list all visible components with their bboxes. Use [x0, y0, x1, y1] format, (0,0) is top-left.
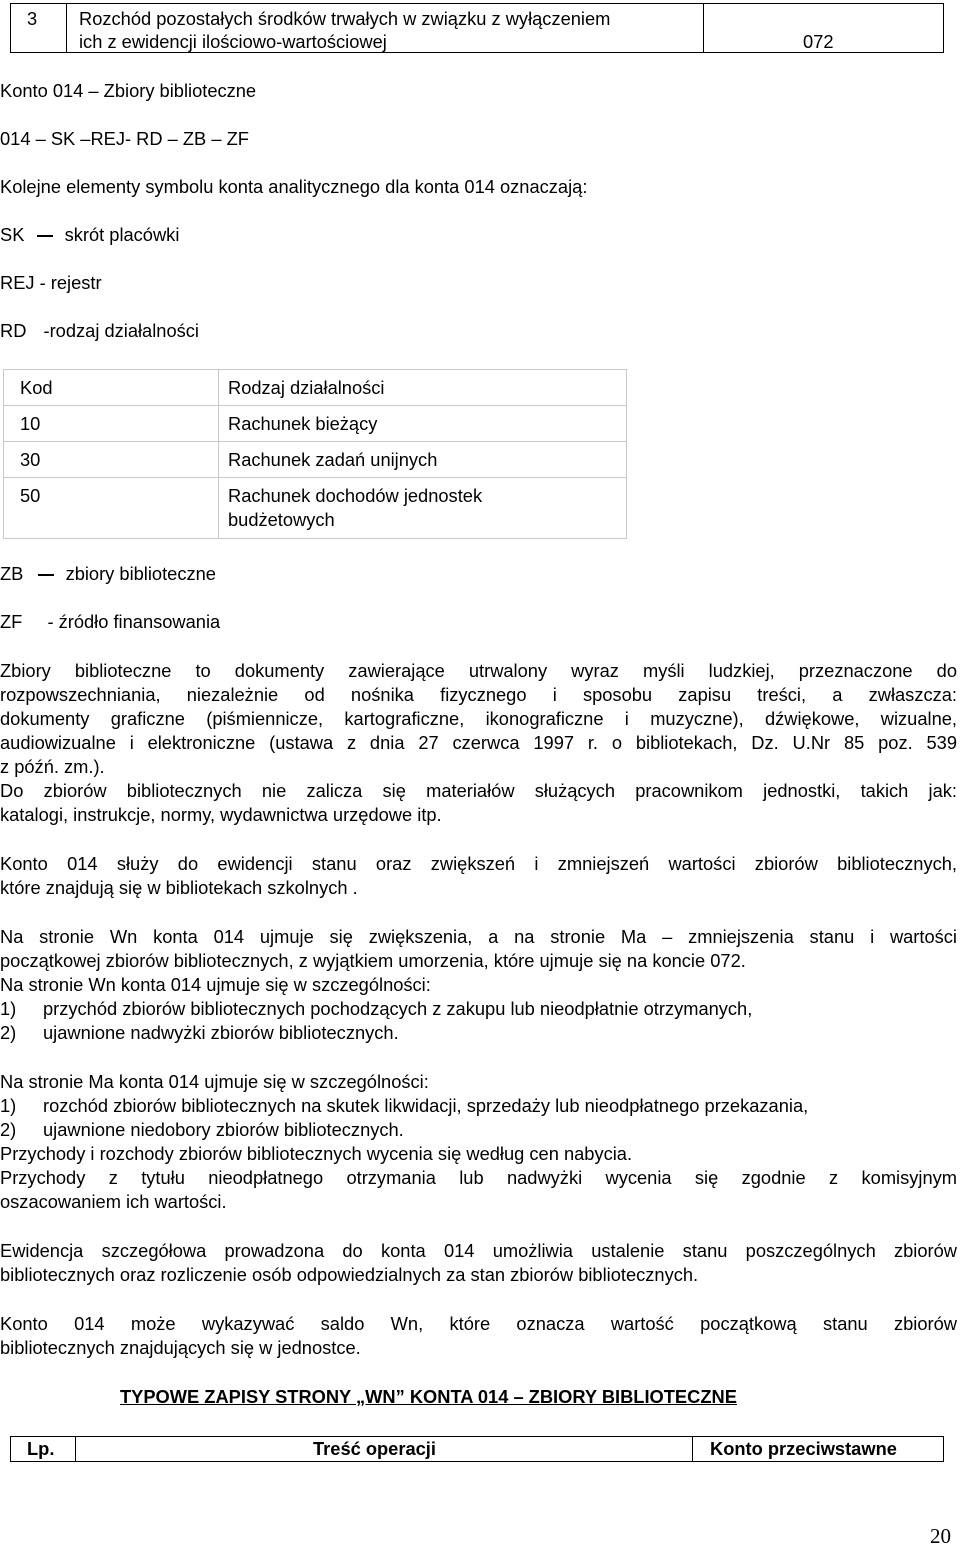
- para1-line: z późń. zm.).: [0, 756, 105, 777]
- kod-row-desc: Rachunek zadań unijnych: [228, 449, 438, 470]
- sk-desc: skrót placówki: [64, 224, 180, 245]
- top-row-konto: 072: [803, 31, 834, 52]
- para4-line: Przychody i rozchody zbiorów bibliotecznych wycenia się według cen nabycia.: [0, 1143, 633, 1164]
- list-item-num: 2): [0, 1119, 17, 1140]
- elements-intro: Kolejne elementy symbolu konta analitycznego dla konta 014 oznaczają:: [0, 176, 588, 197]
- kod-row-code: 50: [20, 485, 41, 506]
- list-item-num: 1): [0, 1095, 17, 1116]
- lp-cell: [11, 4, 67, 52]
- ma-intro: Na stronie Ma konta 014 ujmuje się w szczególności:: [0, 1071, 429, 1092]
- zf-desc: - źródło finansowania: [47, 611, 221, 632]
- para6-line: bibliotecznych znajdujących się w jednostce.: [0, 1337, 361, 1358]
- kod-row-desc: Rachunek bieżący: [228, 413, 378, 434]
- dash-icon: [38, 574, 54, 576]
- zf-code: ZF: [0, 611, 23, 632]
- rd-line: [0, 320, 199, 342]
- sk-line: [0, 224, 179, 246]
- para1-line: katalogi, instrukcje, normy, wydawnictwa urzędowe itp.: [0, 804, 442, 825]
- zb-code: ZB: [0, 563, 24, 584]
- konto-cell-divider: [703, 4, 704, 52]
- header-tresc: Treść operacji: [313, 1438, 436, 1459]
- para1-line: dokumenty graficzne (piśmiennicze, kartograficzne, ikonograficzne i muzyczne), dźwiękowe, wizualne,: [0, 708, 957, 729]
- para1-line: audiowizualne i elektroniczne (ustawa z dnia 27 czerwca 1997 r. o bibliotekach, Dz. U.Nr 85 poz. 539: [0, 732, 957, 753]
- para5-line: bibliotecznych oraz rozliczenie osób odpowiedzialnych za stan zbiorów bibliotecznych.: [0, 1264, 699, 1285]
- zf-line: [0, 611, 220, 633]
- symbol-line: 014 – SK –REJ- RD – ZB – ZF: [0, 128, 249, 149]
- para1-line: rozpowszechniania, niezależnie od nośnika fizycznego i sposobu zapisu treści, a zwłaszcza:: [0, 684, 957, 705]
- sk-code: SK: [0, 224, 25, 245]
- list-item-text: przychód zbiorów bibliotecznych pochodzących z zakupu lub nieodpłatnie otrzymanych,: [43, 998, 753, 1019]
- header-konto: Konto przeciwstawne: [710, 1438, 897, 1459]
- typical-entries-title: TYPOWE ZAPISY STRONY „WN” KONTA 014 – ZBIORY BIBLIOTECZNE: [120, 1386, 737, 1407]
- zb-line: [0, 563, 216, 585]
- kod-header: Kod: [20, 377, 53, 398]
- kod-row-code: 30: [20, 449, 41, 470]
- top-row-lp: 3: [27, 8, 38, 29]
- para2-line: które znajdują się w bibliotekach szkolnych .: [0, 877, 358, 898]
- para4-line: Przychody z tytułu nieodpłatnego otrzymania lub nadwyżki wycenia się zgodnie z komisyjnym: [0, 1167, 957, 1188]
- page-number: 20: [930, 1524, 951, 1548]
- list-item-num: 1): [0, 998, 17, 1019]
- zb-desc: zbiory biblioteczne: [65, 563, 216, 584]
- para3-line: Na stronie Wn konta 014 ujmuje się zwiększenia, a na stronie Ma – zmniejszenia stanu i wartości: [0, 926, 957, 947]
- rodzaj-header: Rodzaj działalności: [228, 377, 385, 398]
- para6-line: Konto 014 może wykazywać saldo Wn, które oznacza wartość początkową stanu zbiorów: [0, 1313, 957, 1334]
- kod-row-desc: Rachunek dochodów jednostek: [228, 485, 483, 506]
- para1-line: Zbiory biblioteczne to dokumenty zawierające utrwalony wyraz myśli ludzkiej, przeznaczone do: [0, 660, 957, 681]
- section-title: Konto 014 – Zbiory biblioteczne: [0, 80, 257, 101]
- list-item-num: 2): [0, 1022, 17, 1043]
- dash-icon: [37, 235, 53, 237]
- list-item-text: ujawnione niedobory zbiorów bibliotecznych.: [43, 1119, 404, 1140]
- para3-line: Na stronie Wn konta 014 ujmuje się w szczególności:: [0, 974, 431, 995]
- header-lp: Lp.: [27, 1438, 55, 1459]
- para2-line: Konto 014 służy do ewidencji stanu oraz zwiększeń i zmniejszeń wartości zbiorów bibliotecznych,: [0, 853, 957, 874]
- para3-line: początkowej zbiorów bibliotecznych, z wyjątkiem umorzenia, które ujmuje się na koncie 072.: [0, 950, 746, 971]
- rej-line: REJ - rejestr: [0, 272, 102, 293]
- para4-line: oszacowaniem ich wartości.: [0, 1191, 227, 1212]
- kod-row-code: 10: [20, 413, 41, 434]
- top-row-text-line1: Rozchód pozostałych środków trwałych w związku z wyłączeniem: [79, 8, 611, 29]
- rd-desc: -rodzaj działalności: [43, 320, 199, 341]
- top-row-text-line2: ich z ewidencji ilościowo-wartościowej: [79, 31, 387, 52]
- rd-code: RD: [0, 320, 27, 341]
- para1-line: Do zbiorów bibliotecznych nie zalicza się materiałów służących pracownikom jednostki, takich jak:: [0, 780, 957, 801]
- list-item-text: rozchód zbiorów bibliotecznych na skutek likwidacji, sprzedaży lub nieodpłatnego przekazania,: [43, 1095, 809, 1116]
- list-item-text: ujawnione nadwyżki zbiorów bibliotecznych.: [43, 1022, 399, 1043]
- para5-line: Ewidencja szczegółowa prowadzona do konta 014 umożliwia ustalenie stanu poszczególnych zbiorów: [0, 1240, 957, 1261]
- kod-row-desc-cont: budżetowych: [228, 509, 335, 530]
